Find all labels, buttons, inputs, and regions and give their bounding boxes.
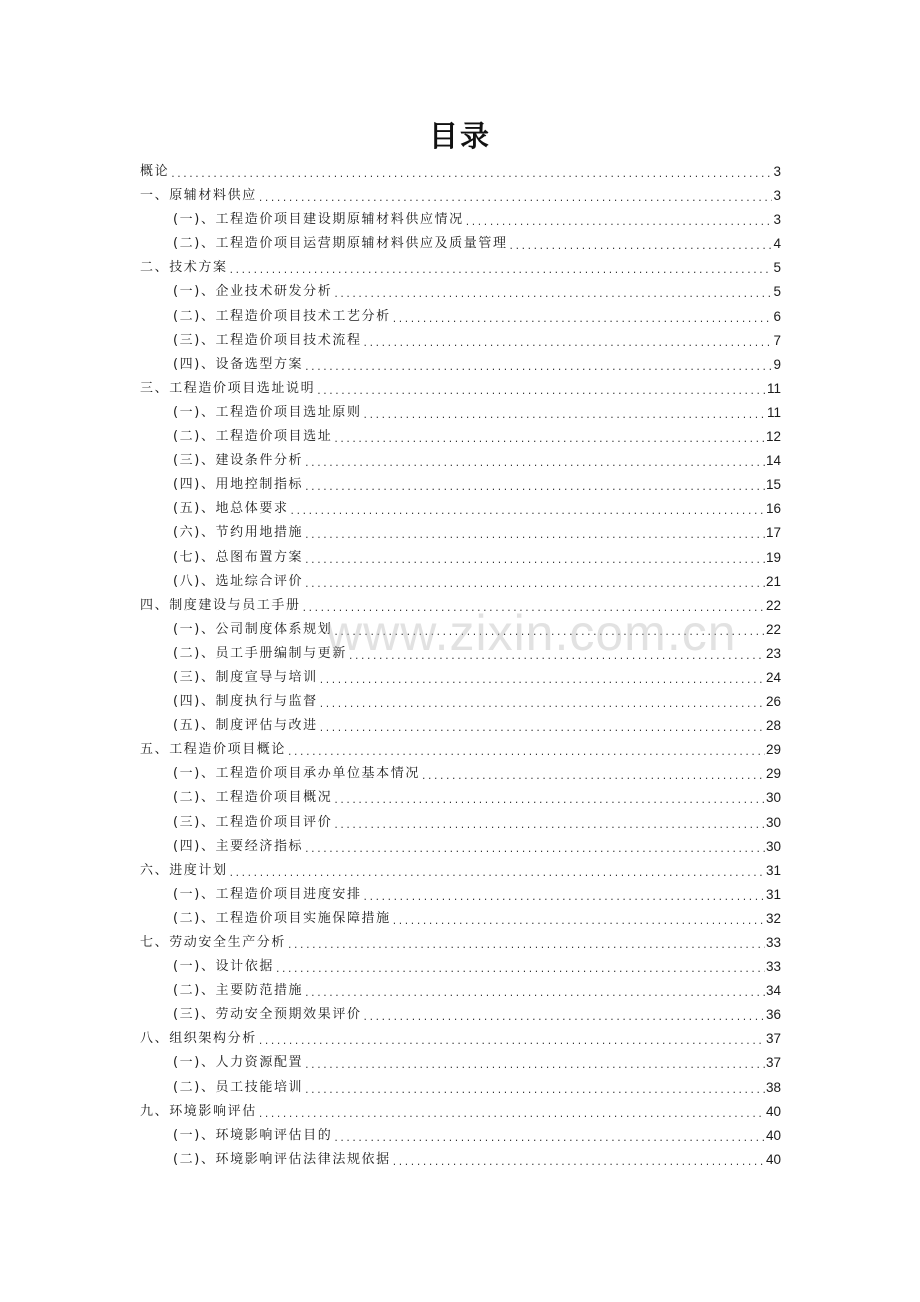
toc-entry-level-1[interactable] xyxy=(140,859,781,883)
toc-entry-label: (一)、企业技术研发分析 xyxy=(173,284,333,300)
toc-entry-level-1[interactable] xyxy=(140,931,781,955)
toc-entry-level-2[interactable] xyxy=(140,618,781,642)
toc-entry-label: (一)、工程造价项目选址原则 xyxy=(173,404,362,420)
toc-entry-page-number: 15 xyxy=(765,477,781,493)
toc-entry-label: (一)、环境影响评估目的 xyxy=(173,1127,333,1143)
toc-dot-leader xyxy=(275,955,765,979)
toc-dot-leader xyxy=(363,1003,765,1027)
toc-entry-page-number: 40 xyxy=(765,1151,781,1167)
toc-entry-label: (四)、用地控制指标 xyxy=(173,477,304,493)
toc-dot-leader xyxy=(333,786,765,810)
toc-dot-leader xyxy=(258,1100,765,1124)
toc-entry-label: 一、原辅材料供应 xyxy=(140,188,257,204)
toc-entry-page-number: 26 xyxy=(765,694,781,710)
toc-entry-level-2[interactable] xyxy=(140,1003,781,1027)
toc-entry-level-2[interactable] xyxy=(140,521,781,545)
toc-entry-label: (二)、工程造价项目运营期原辅材料供应及质量管理 xyxy=(173,236,508,252)
toc-entry-level-1[interactable] xyxy=(140,594,781,618)
toc-entry-page-number: 37 xyxy=(765,1031,781,1047)
toc-entry-level-1[interactable] xyxy=(140,256,781,280)
toc-dot-leader xyxy=(229,256,773,280)
toc-dot-leader xyxy=(304,835,765,859)
toc-entry-page-number: 5 xyxy=(773,260,781,276)
toc-entry-label: (一)、设计依据 xyxy=(173,959,274,975)
toc-dot-leader xyxy=(304,546,765,570)
toc-dot-leader xyxy=(304,473,765,497)
toc-dot-leader xyxy=(258,1027,765,1051)
toc-entry-page-number: 11 xyxy=(766,380,781,396)
toc-dot-leader xyxy=(304,449,765,473)
toc-entry-label: (三)、制度宣导与培训 xyxy=(173,669,318,685)
toc-dot-leader xyxy=(392,305,773,329)
toc-entry-label: (五)、地总体要求 xyxy=(173,501,289,517)
toc-entry-level-2[interactable] xyxy=(140,979,781,1003)
toc-entry-level-2[interactable] xyxy=(140,786,781,810)
toc-entry-level-1[interactable] xyxy=(140,160,781,184)
toc-dot-leader xyxy=(170,160,772,184)
toc-entry-label: (二)、环境影响评估法律法规依据 xyxy=(173,1151,391,1167)
toc-entry-level-2[interactable] xyxy=(140,714,781,738)
toc-entry-level-2[interactable] xyxy=(140,955,781,979)
toc-dot-leader xyxy=(333,425,765,449)
toc-entry-page-number: 23 xyxy=(765,645,781,661)
toc-entry-level-2[interactable] xyxy=(140,666,781,690)
toc-entry-page-number: 4 xyxy=(773,236,781,252)
toc-entry-page-number: 7 xyxy=(773,332,781,348)
toc-entry-level-2[interactable] xyxy=(140,449,781,473)
toc-entry-label: 七、劳动安全生产分析 xyxy=(140,935,287,950)
toc-entry-page-number: 38 xyxy=(765,1079,781,1095)
toc-entry-label: 五、工程造价项目概论 xyxy=(140,742,287,758)
toc-entry-label: (二)、主要防范措施 xyxy=(173,983,304,999)
toc-dot-leader xyxy=(258,184,773,208)
toc-entry-label: 六、进度计划 xyxy=(140,862,228,878)
toc-dot-leader xyxy=(421,762,765,786)
toc-entry-page-number: 21 xyxy=(765,573,781,589)
toc-entry-level-1[interactable] xyxy=(140,1027,781,1051)
toc-entry-label: (二)、工程造价项目选址 xyxy=(173,429,333,445)
toc-entry-label: (一)、工程造价项目承办单位基本情况 xyxy=(173,766,420,782)
toc-entry-label: (一)、公司制度体系规划 xyxy=(173,621,333,637)
toc-entry-level-2[interactable] xyxy=(140,811,781,835)
toc-dot-leader xyxy=(319,714,765,738)
toc-entry-level-2[interactable] xyxy=(140,1076,781,1100)
toc-entry-page-number: 16 xyxy=(765,501,781,517)
toc-entry-level-2[interactable] xyxy=(140,305,781,329)
toc-entry-label: (四)、制度执行与监督 xyxy=(173,694,318,710)
toc-dot-leader xyxy=(363,401,766,425)
toc-entry-level-2[interactable] xyxy=(140,546,781,570)
toc-dot-leader xyxy=(287,931,765,955)
toc-dot-leader xyxy=(333,280,772,304)
toc-entry-page-number: 30 xyxy=(765,814,781,830)
toc-entry-page-number: 33 xyxy=(765,959,781,975)
toc-entry-page-number: 36 xyxy=(765,1007,781,1023)
toc-dot-leader xyxy=(302,594,765,618)
toc-dot-leader xyxy=(287,738,765,762)
toc-entry-level-2[interactable] xyxy=(140,570,781,594)
toc-entry-label: (四)、主要经济指标 xyxy=(173,838,304,854)
toc-entry-page-number: 24 xyxy=(765,669,781,685)
toc-dot-leader xyxy=(509,232,773,256)
toc-entry-page-number: 29 xyxy=(765,742,781,758)
toc-entry-label: (五)、制度评估与改进 xyxy=(173,718,318,734)
toc-entry-level-2[interactable] xyxy=(140,835,781,859)
toc-entry-level-2[interactable] xyxy=(140,280,781,304)
toc-entry-page-number: 9 xyxy=(773,356,781,372)
toc-entry-level-1[interactable] xyxy=(140,184,781,208)
toc-entry-page-number: 3 xyxy=(773,212,781,228)
toc-entry-page-number: 30 xyxy=(765,790,781,806)
toc-entry-label: (二)、员工手册编制与更新 xyxy=(173,645,347,661)
toc-dot-leader xyxy=(319,690,765,714)
toc-dot-leader xyxy=(290,497,765,521)
toc-entry-page-number: 5 xyxy=(773,284,781,300)
toc-entry-level-2[interactable] xyxy=(140,690,781,714)
toc-entry-page-number: 34 xyxy=(765,983,781,999)
toc-dot-leader xyxy=(392,907,765,931)
toc-entry-level-2[interactable] xyxy=(140,1148,781,1172)
toc-entry-label: (八)、选址综合评价 xyxy=(173,573,304,589)
toc-entry-page-number: 33 xyxy=(765,935,781,950)
toc-dot-leader xyxy=(229,859,765,883)
toc-entry-label: (三)、工程造价项目评价 xyxy=(173,814,333,830)
toc-entry-level-2[interactable] xyxy=(140,208,781,232)
toc-entry-level-2[interactable] xyxy=(140,883,781,907)
toc-entry-level-2[interactable] xyxy=(140,473,781,497)
toc-entry-level-1[interactable] xyxy=(140,377,781,401)
toc-entry-label: (三)、劳动安全预期效果评价 xyxy=(173,1007,362,1023)
toc-title: 目录 xyxy=(428,119,491,153)
toc-entry-page-number: 40 xyxy=(765,1103,781,1119)
toc-entry-label: (二)、员工技能培训 xyxy=(173,1079,304,1095)
toc-entry-level-2[interactable] xyxy=(140,425,781,449)
toc-dot-leader xyxy=(304,979,765,1003)
toc-entry-level-2[interactable] xyxy=(140,401,781,425)
toc-entry-page-number: 29 xyxy=(765,766,781,782)
toc-entry-label: 三、工程造价项目选址说明 xyxy=(140,380,316,396)
toc-entry-label: (七)、总图布置方案 xyxy=(173,549,304,565)
toc-entry-level-2[interactable] xyxy=(140,232,781,256)
toc-dot-leader xyxy=(363,883,765,907)
toc-dot-leader xyxy=(348,642,765,666)
toc-entry-level-2[interactable] xyxy=(140,329,781,353)
toc-entry-page-number: 3 xyxy=(773,188,781,204)
toc-dot-leader xyxy=(392,1148,765,1172)
toc-entry-page-number: 11 xyxy=(766,404,781,420)
toc-entry-level-2[interactable] xyxy=(140,497,781,521)
toc-entry-page-number: 3 xyxy=(773,164,781,179)
toc-entry-label: 九、环境影响评估 xyxy=(140,1103,257,1119)
toc-entry-label: 四、制度建设与员工手册 xyxy=(140,597,301,613)
toc-entry-level-2[interactable] xyxy=(140,353,781,377)
table-of-contents xyxy=(140,160,781,1172)
toc-entry-page-number: 31 xyxy=(765,886,781,902)
toc-entry-label: (一)、工程造价项目建设期原辅材料供应情况 xyxy=(173,212,464,228)
toc-entry-page-number: 19 xyxy=(765,549,781,565)
toc-entry-label: (六)、节约用地措施 xyxy=(173,525,304,541)
toc-entry-label: 概论 xyxy=(140,164,170,179)
toc-dot-leader xyxy=(304,353,772,377)
toc-entry-label: (三)、建设条件分析 xyxy=(173,453,304,469)
toc-dot-leader xyxy=(333,618,765,642)
toc-entry-page-number: 30 xyxy=(765,838,781,854)
toc-dot-leader xyxy=(363,329,773,353)
toc-entry-label: (二)、工程造价项目实施保障措施 xyxy=(173,910,391,926)
toc-entry-page-number: 37 xyxy=(765,1055,781,1071)
toc-entry-level-2[interactable] xyxy=(140,907,781,931)
toc-dot-leader xyxy=(304,521,765,545)
toc-entry-level-1[interactable] xyxy=(140,738,781,762)
toc-entry-label: (二)、工程造价项目概况 xyxy=(173,790,333,806)
toc-entry-page-number: 12 xyxy=(765,429,781,445)
toc-entry-level-2[interactable] xyxy=(140,1124,781,1148)
toc-entry-label: (一)、人力资源配置 xyxy=(173,1055,304,1071)
toc-entry-label: (四)、设备选型方案 xyxy=(173,356,304,372)
toc-dot-leader xyxy=(316,377,766,401)
toc-entry-page-number: 6 xyxy=(773,308,781,324)
toc-entry-label: (三)、工程造价项目技术流程 xyxy=(173,332,362,348)
toc-entry-label: (二)、工程造价项目技术工艺分析 xyxy=(173,308,391,324)
toc-dot-leader xyxy=(304,1076,765,1100)
toc-dot-leader xyxy=(304,570,765,594)
toc-dot-leader xyxy=(465,208,773,232)
toc-entry-page-number: 31 xyxy=(765,862,781,878)
toc-entry-label: (一)、工程造价项目进度安排 xyxy=(173,886,362,902)
toc-entry-page-number: 17 xyxy=(765,525,781,541)
watermark-text: www.zixin.com.cn xyxy=(326,605,737,661)
toc-entry-level-2[interactable] xyxy=(140,762,781,786)
toc-entry-page-number: 32 xyxy=(765,910,781,926)
toc-entry-page-number: 14 xyxy=(765,453,781,469)
toc-entry-label: 二、技术方案 xyxy=(140,260,228,276)
toc-dot-leader xyxy=(319,666,765,690)
toc-entry-page-number: 22 xyxy=(765,597,781,613)
toc-entry-label: 八、组织架构分析 xyxy=(140,1031,257,1047)
toc-entry-level-2[interactable] xyxy=(140,1051,781,1075)
toc-entry-page-number: 40 xyxy=(765,1127,781,1143)
toc-dot-leader xyxy=(304,1051,765,1075)
toc-entry-level-1[interactable] xyxy=(140,1100,781,1124)
toc-dot-leader xyxy=(333,811,765,835)
toc-entry-page-number: 22 xyxy=(765,621,781,637)
toc-entry-page-number: 28 xyxy=(765,718,781,734)
toc-entry-level-2[interactable] xyxy=(140,642,781,666)
toc-dot-leader xyxy=(333,1124,765,1148)
